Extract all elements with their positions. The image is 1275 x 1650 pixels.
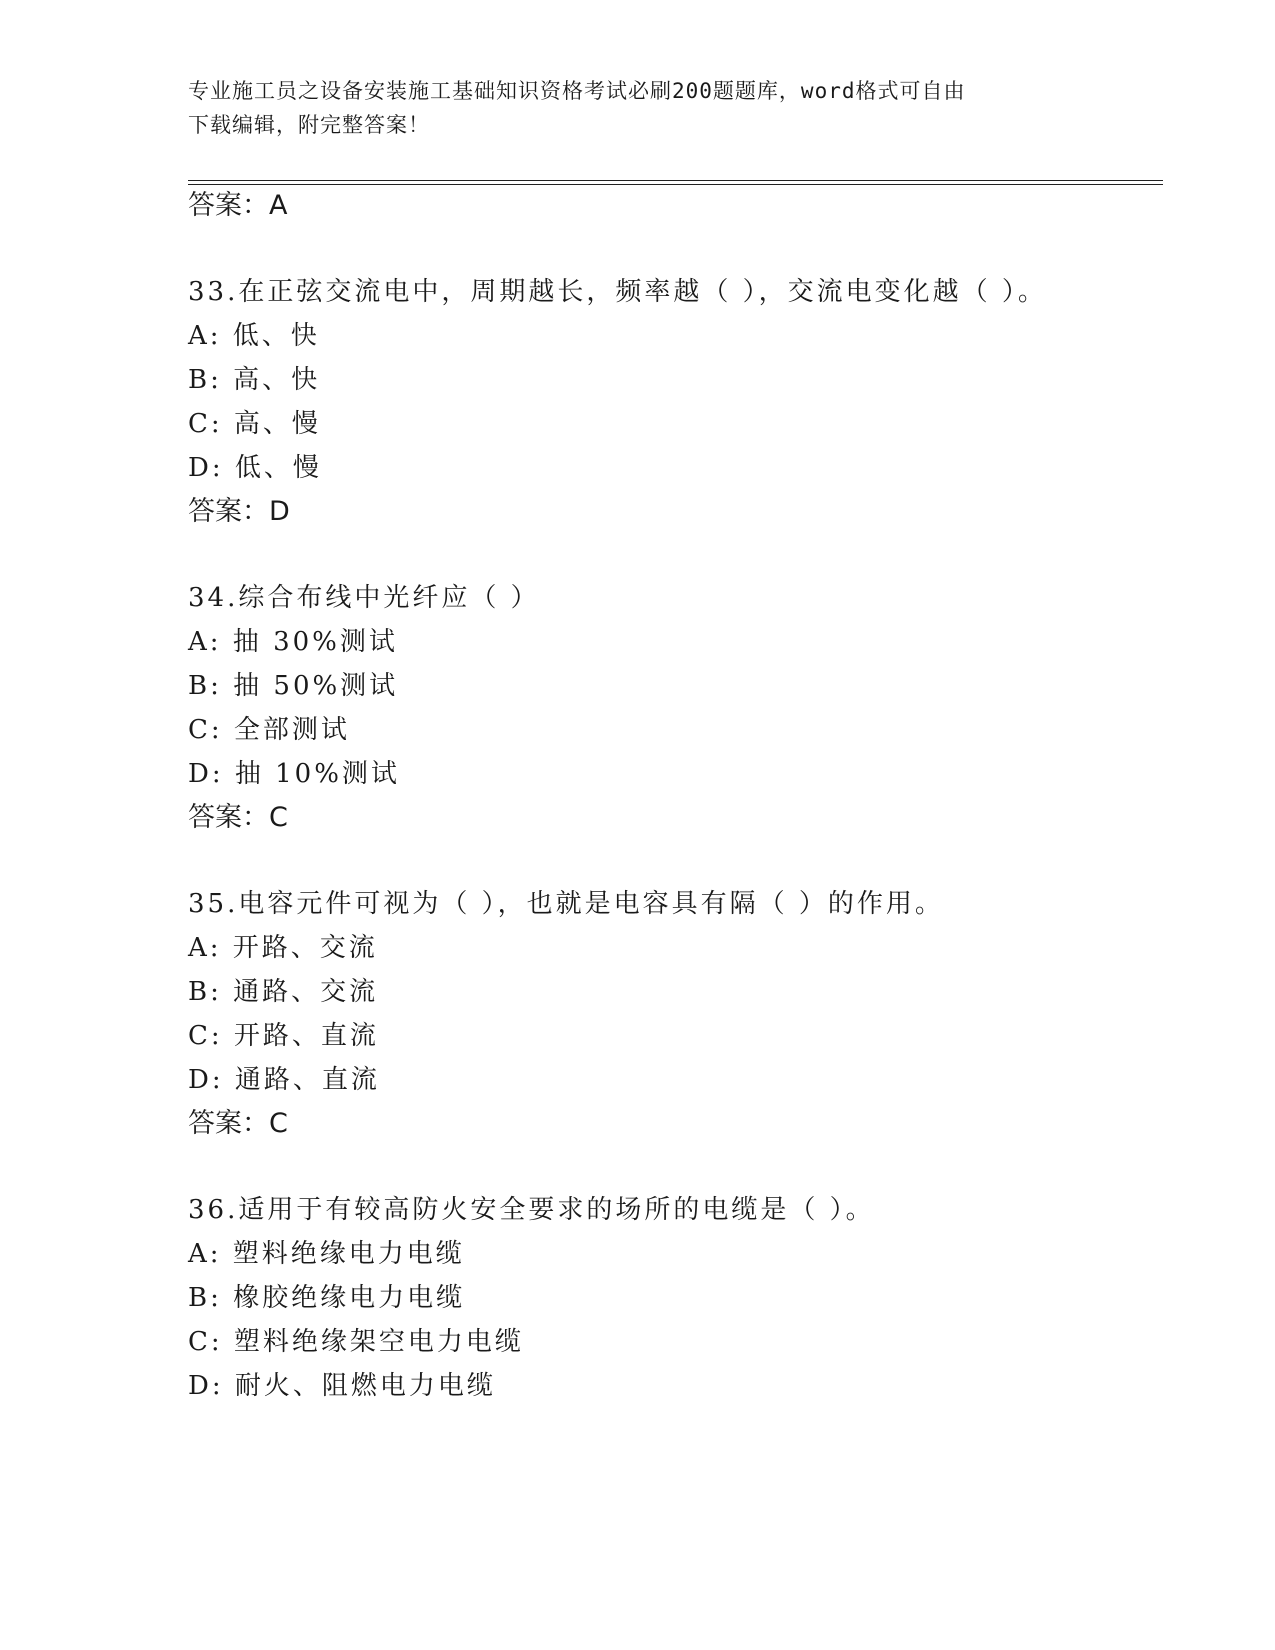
question-34-option-d: D: 抽 10%测试 <box>188 759 400 789</box>
question-35-option-c: C: 开路、直流 <box>188 1021 379 1051</box>
header-line-1: 专业施工员之设备安装施工基础知识资格考试必刷200题题库，word格式可自由 <box>188 79 966 103</box>
question-36-option-d: D: 耐火、阻燃电力电缆 <box>188 1371 496 1401</box>
question-36-option-b: B: 橡胶绝缘电力电缆 <box>188 1283 466 1313</box>
question-33-option-a: A: 低、快 <box>188 321 320 351</box>
page-header <box>188 74 1088 142</box>
question-34-option-a: A: 抽 30%测试 <box>188 627 398 657</box>
question-33-option-b: B: 高、快 <box>188 365 321 395</box>
question-33-answer: 答案：D <box>188 496 290 527</box>
question-34-option-b: B: 抽 50%测试 <box>188 671 399 701</box>
question-34-option-c: C: 全部测试 <box>188 715 350 745</box>
question-35-stem: 35.电容元件可视为（ ），也就是电容具有隔（ ）的作用。 <box>188 889 944 919</box>
question-34-answer: 答案：C <box>188 802 288 833</box>
header-line-2: 下载编辑，附完整答案！ <box>188 113 430 137</box>
question-33-option-c: C: 高、慢 <box>188 409 321 439</box>
question-33-option-d: D: 低、慢 <box>188 453 322 483</box>
question-35-answer: 答案：C <box>188 1108 288 1139</box>
header-divider-top <box>188 180 1163 181</box>
question-34-stem: 34.综合布线中光纤应（ ） <box>188 583 540 613</box>
question-36-option-c: C: 塑料绝缘架空电力电缆 <box>188 1327 524 1357</box>
question-35-option-b: B: 通路、交流 <box>188 977 379 1007</box>
question-33-stem: 33.在正弦交流电中，周期越长，频率越（ ），交流电变化越（ ）。 <box>188 277 1047 307</box>
header-divider-bottom <box>188 184 1163 185</box>
question-36-stem: 36.适用于有较高防火安全要求的场所的电缆是（ ）。 <box>188 1195 875 1225</box>
question-35-option-a: A: 开路、交流 <box>188 933 378 963</box>
previous-answer: 答案：A <box>188 190 288 221</box>
question-36-option-a: A: 塑料绝缘电力电缆 <box>188 1239 465 1269</box>
question-35-option-d: D: 通路、直流 <box>188 1065 380 1095</box>
